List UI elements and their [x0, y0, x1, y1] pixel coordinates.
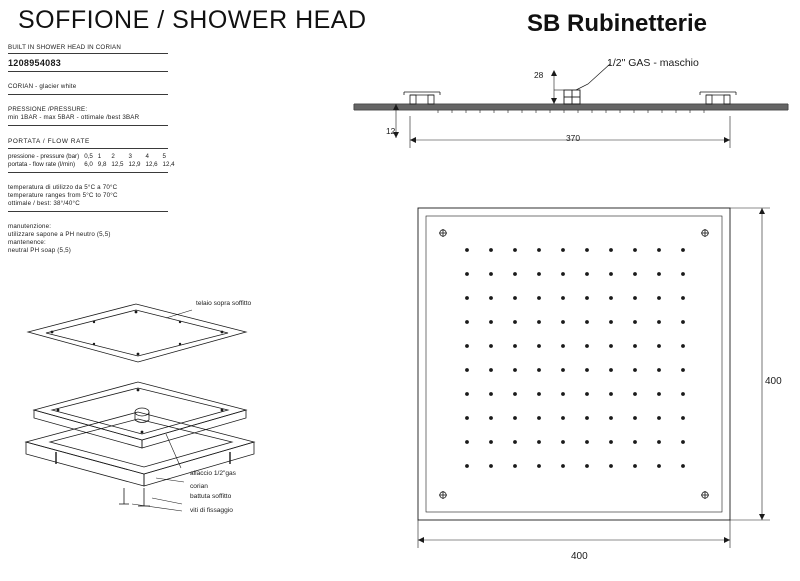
- callout-corian: corian: [190, 483, 208, 490]
- section-view-drawing: [348, 62, 794, 192]
- gas-connection-label: 1/2" GAS - maschio: [607, 57, 699, 69]
- brand-logo: SB Rubinetterie: [527, 10, 708, 37]
- plan-dim-height-label: 400: [765, 376, 782, 387]
- spec-temperature-2: temperature ranges from 5°C to 70°C: [8, 192, 118, 199]
- spec-maintenance-2: utilizzare sapone a PH neutro (5,5): [8, 231, 111, 238]
- flow-rate-table: [8, 153, 180, 169]
- spec-temperature-1: temperatura di utilizzo da 5°C a 70°C: [8, 184, 118, 191]
- dim-12-label: 12: [386, 126, 396, 136]
- spec-temperature-3: ottimale / best: 38°/40°C: [8, 200, 80, 207]
- flow-cell: 4: [145, 153, 149, 160]
- table-row: [8, 161, 180, 169]
- spec-maintenance-1: manutenzione:: [8, 223, 52, 230]
- callout-screws: viti di fissaggio: [190, 507, 233, 514]
- dim-370-label: 370: [566, 133, 580, 143]
- specification-block: [8, 44, 175, 255]
- flow-cell: 12,5: [111, 161, 124, 168]
- flow-cell: 0,5: [84, 153, 93, 160]
- spec-maintenance-3: mantenence:: [8, 239, 46, 246]
- spec-description: BUILT IN SHOWER HEAD IN CORIAN: [8, 44, 122, 51]
- flow-row-label: pressione - pressure (bar): [8, 153, 80, 160]
- flow-cell: 5: [162, 153, 166, 160]
- gas-inlet-fitting: [564, 90, 580, 104]
- spec-flow-heading: PORTATA / FLOW RATE: [8, 138, 90, 145]
- spec-material: CORIAN - glacier white: [8, 83, 77, 90]
- flow-cell: 12,4: [162, 161, 175, 168]
- flow-cell: 1: [97, 153, 102, 160]
- spec-maintenance-4: neutral PH soap (5,5): [8, 247, 72, 254]
- flow-cell: 9,8: [97, 161, 107, 168]
- frame-screw-dot: [51, 311, 224, 356]
- plan-dim-width-label: 400: [571, 551, 588, 562]
- dim-28-label: 28: [534, 70, 544, 80]
- spec-pressure-heading: PRESSIONE /PRESSURE:: [8, 106, 88, 113]
- flow-cell: 3: [128, 153, 132, 160]
- page-title: SOFFIONE / SHOWER HEAD: [18, 6, 367, 34]
- flow-cell: 12,9: [128, 161, 141, 168]
- spec-pressure-value: min 1BAR - max 5BAR - ottimale /best 3BAR: [8, 114, 140, 121]
- flow-cell: 6,0: [84, 161, 93, 168]
- fixing-screws: [119, 488, 150, 506]
- spec-product-code: 1208954083: [8, 58, 62, 68]
- table-row: [8, 153, 180, 161]
- flow-cell: 12,6: [145, 161, 158, 168]
- callout-frame: telaio sopra soffitto: [196, 300, 252, 307]
- callout-connection: allaccio 1/2"gas: [190, 470, 236, 477]
- callout-ceiling: battuta soffitto: [190, 493, 232, 500]
- plate-screw-dot: [57, 389, 224, 434]
- flow-row-label: portata - flow rate (l/min): [8, 161, 76, 168]
- plan-view-drawing: [410, 200, 794, 572]
- exploded-assembly-drawing: [6, 292, 306, 532]
- flow-cell: 2: [111, 153, 115, 160]
